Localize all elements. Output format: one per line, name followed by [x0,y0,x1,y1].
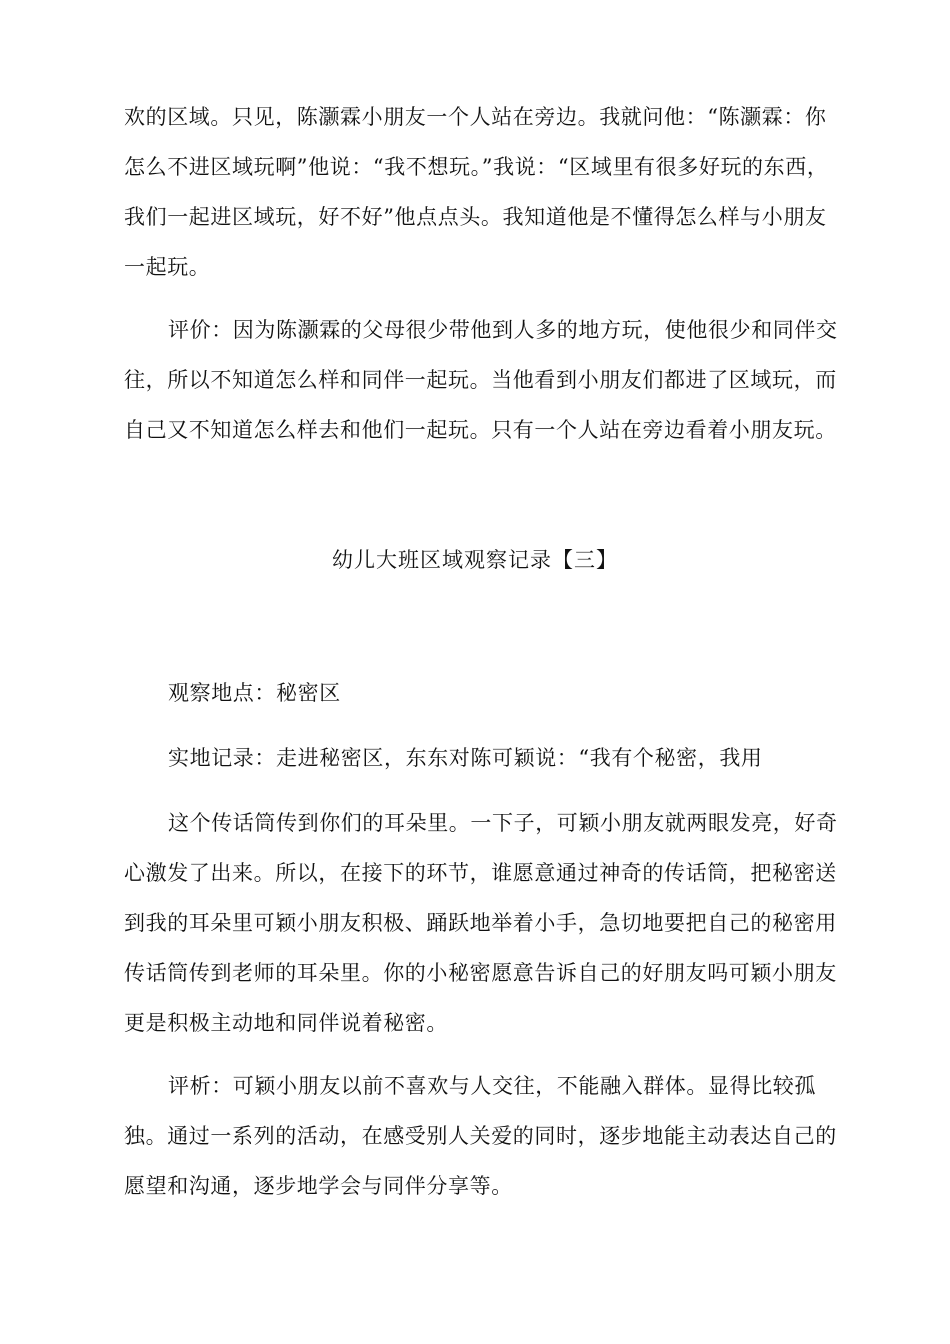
paragraph-analysis: 评析：可颖小朋友以前不喜欢与人交往，不能融入群体。显得比较孤独。通过一系列的活动，在感受别人关爱的同时，逐步地能主动表达自己的愿望和沟通，逐步地学会与同伴分享等。 [124,1074,837,1198]
paragraph-field-record: 实地记录：走进秘密区，东东对陈可颖说：“我有个秘密，我用 [168,746,763,770]
paragraph-observation-location: 观察地点：秘密区 [168,681,341,705]
paragraph-record-details: 这个传话筒传到你们的耳朵里。一下子，可颖小朋友就两眼发亮，好奇心激发了出来。所以，在接下的环节，谁愿意通过神奇的传话筒，把秘密送到我的耳朵里可颖小朋友积极、踊跃地举着小手，急切地要把自己的秘密用传话筒传到老师的耳朵里。你的小秘密愿意告诉自己的好朋友吗可颖小朋友更是积极主动地和同伴说着秘密。 [124,811,838,1035]
paragraph-evaluation: 评价：因为陈灏霖的父母很少带他到人多的地方玩，使他很少和同伴交往，所以不知道怎么样和同伴一起玩。当他看到小朋友们都进了区域玩，而自己又不知道怎么样去和他们一起玩。只有一个人站在旁边看着小朋友玩。 [124,318,838,442]
paragraph-observation-continued: 欢的区域。只见，陈灏霖小朋友一个人站在旁边。我就问他：“陈灏霖：你怎么不进区域玩啊”他说：“我不想玩。”我说：“区域里有很多好玩的东西，我们一起进区域玩，好不好”他点点头。我知道他是不懂得怎么样与小朋友一起玩。 [124,105,829,279]
section-title: 幼儿大班区域观察记录【三】 [332,548,618,572]
